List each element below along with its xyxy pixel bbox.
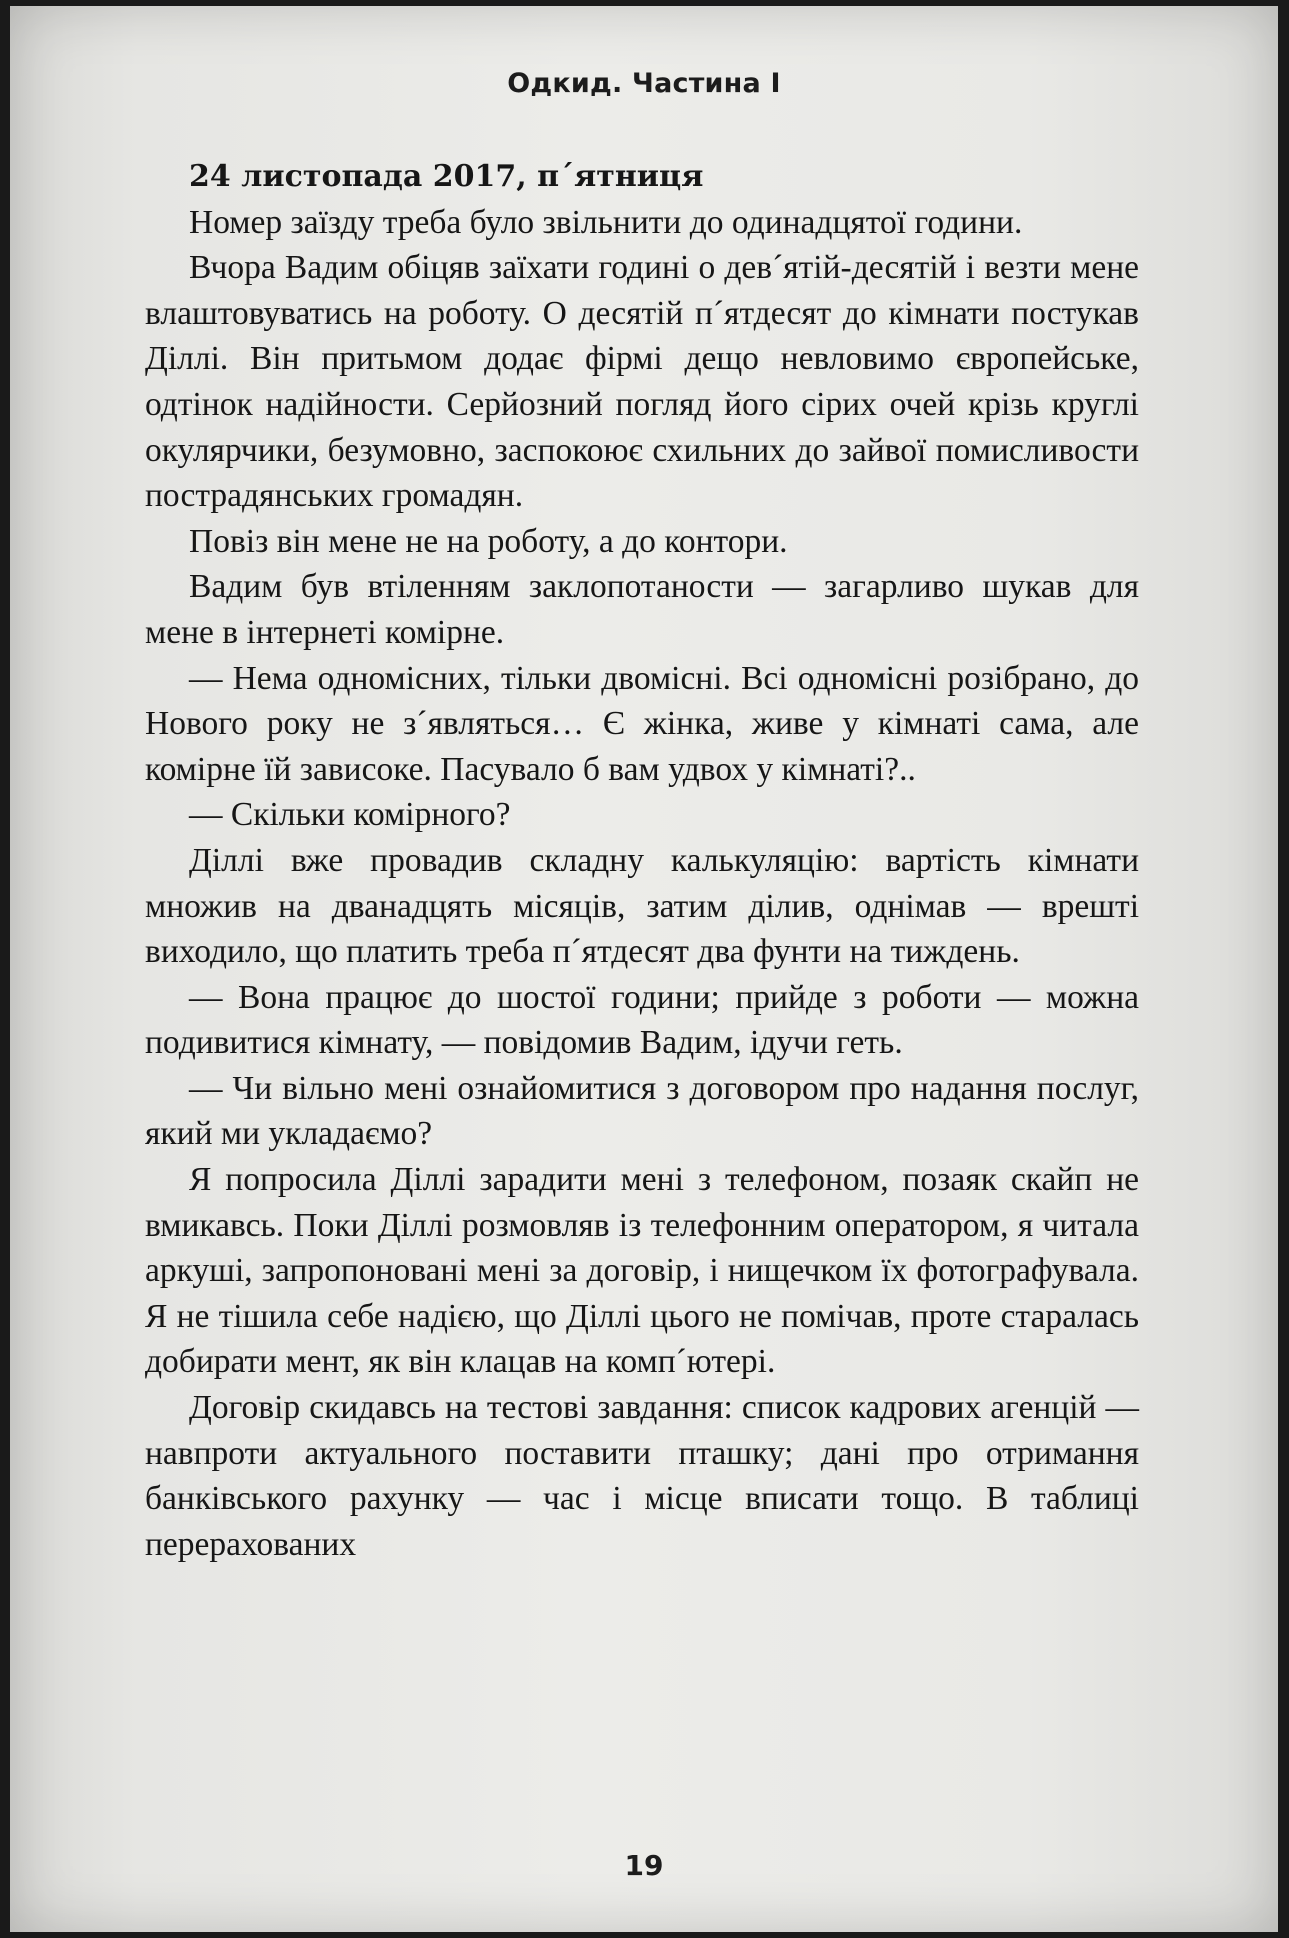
- paragraph: Повіз він мене не на роботу, а до контори.: [189, 522, 788, 560]
- paragraph: Вадим був втіленням заклопотаности — загарливо шукав для мене в інтернеті комірне.: [145, 568, 1139, 651]
- dialogue-paragraph: — Скільки комірного?: [189, 796, 511, 834]
- running-header: Одкид. Частина I: [507, 68, 781, 99]
- dialogue-paragraph: — Чи вільно мені ознайомитися з договором про надання послуг, який ми укладаємо?: [145, 1069, 1139, 1153]
- paragraph: Діллі вже провадив складну калькуляцію: вартість кімнати множив на дванадцять місяців, затим ділив, однімав — врешті виходило, що платить треба п´ятдесят два фунти на тиждень.: [145, 841, 1139, 971]
- book-page: [10, 6, 1278, 1932]
- paragraph: Вчора Вадим обіцяв заїхати годині о дев´ятій-десятій і везти мене влаштовуватись на роботу. О десятій п´ятдесят до кімнати постукав Діллі. Він притьмом додає фірмі дещо невловимо європейське, одтінок надійности. Серйозний погляд його сірих очей крізь круглі окулярчики, безумовно, заспокоює схильних до зайвої помисливости пострадянських громадян.: [145, 249, 1139, 515]
- dialogue-paragraph: — Вона працює до шостої години; прийде з роботи — можна подивитися кімнату, — повідомив Вадим, ідучи геть.: [145, 978, 1139, 1062]
- body-text: [145, 154, 1139, 1567]
- paragraph: Номер заїзду треба було звільнити до одинадцятої години.: [189, 203, 1023, 241]
- diary-entry-heading: 24 листопада 2017, п´ятниця: [189, 159, 704, 194]
- page-number: 19: [624, 1849, 664, 1882]
- paragraph: Договір скидавсь на тестові завдання: список кадрових агенцій — навпроти актуального поставити пташку; дані про отримання банківського рахунку — час і місце вписати тощо. В таблиці перерахованих: [145, 1389, 1139, 1563]
- paragraph: Я попросила Діллі зарадити мені з телефоном, позаяк скайп не вмикавсь. Поки Діллі розмовляв із телефонним оператором, я читала аркуші, запропоновані мені за договір, і нищечком їх фотографувала. Я не тішила себе надією, що Діллі цього не помічав, проте старалась добирати мент, як він клацав на комп´ютері.: [145, 1161, 1139, 1381]
- dialogue-paragraph: — Нема одномісних, тільки двомісні. Всі одномісні розібрано, до Нового року не з´являться… Є жінка, живе у кімнаті сама, але комірне їй зависоке. Пасувало б вам удвох у кімнаті?..: [145, 659, 1139, 788]
